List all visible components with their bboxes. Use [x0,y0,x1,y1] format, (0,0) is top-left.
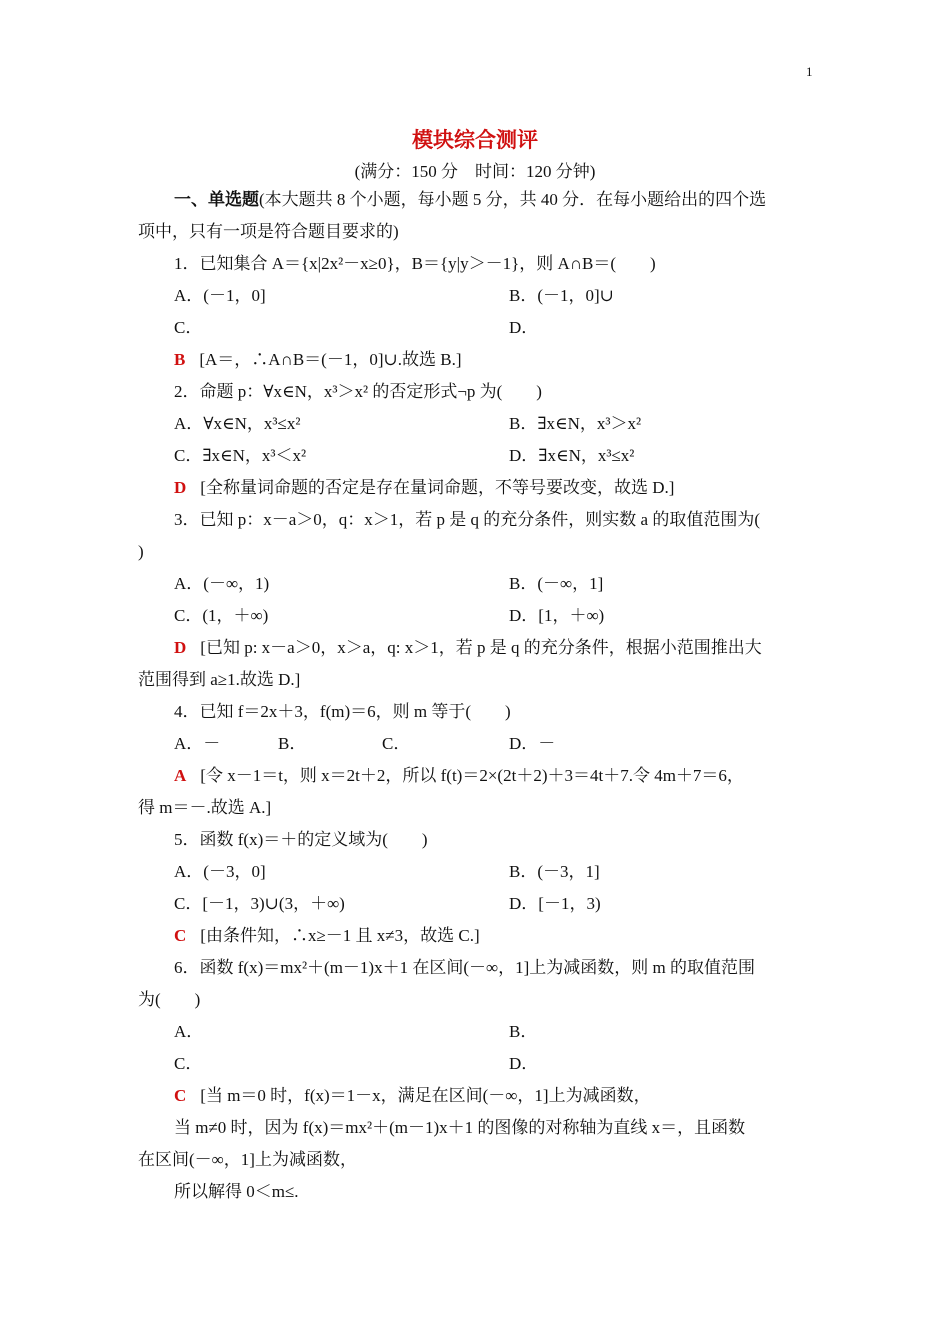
q3-answer: D [174,638,187,657]
section-desc-1: (本大题共 8 个小题，每小题 5 分，共 40 分．在每小题给出的四个选 [259,190,767,209]
q1-answer: B [174,350,186,369]
q4-explanation-1: [令 x－1＝t，则 x＝2t＋2，所以 f(t)＝2×(2t＋2)＋3＝4t＋7.令 4m＋7＝6， [200,766,744,785]
q4-stem: 4．已知 f＝2x＋3，f(m)＝6，则 m 等于( ) [174,702,511,721]
section-heading: 一、单选题 [174,190,259,209]
q5-options-row-1 [138,856,816,888]
q6-options-row-1 [138,1016,816,1048]
q2-options-row-1 [138,408,816,440]
q6-option-d: D． [509,1054,539,1073]
q2-explanation: [全称量词命题的否定是存在量词命题，不等号要改变，故选 D.] [200,478,675,497]
section-intro [138,184,816,216]
page-title: 模块综合测评 [412,128,538,152]
q6-explanation-3: 在区间(－∞，1]上为减函数， [138,1150,357,1169]
q3-option-c: C．(1，＋∞) [174,606,269,625]
q5-answer: C [174,926,187,945]
q1-solution [138,344,816,376]
q5-option-b: B．(－3，1] [509,862,600,881]
page-number: 1 [806,64,813,79]
q6-stem-2: 为( ) [138,990,201,1009]
q6-explanation-1: [当 m＝0 时，f(x)＝1－x，满足在区间(－∞，1]上为减函数， [200,1086,651,1105]
q5-option-d: D．[－1，3) [509,894,601,913]
q5-options-row-2 [138,888,816,920]
q3-options-row-2 [138,600,816,632]
q1-explanation: [A＝，∴A∩B＝(－1，0]∪.故选 B.] [199,350,462,369]
q2-option-d: D．∃x∈N，x³≤x² [509,446,635,465]
document-body [138,184,816,1208]
q1-option-d: D． [509,318,539,337]
q6-stem-1: 6．函数 f(x)＝mx²＋(m－1)x＋1 在区间(－∞，1]上为减函数，则 m 的取值范围 [174,958,756,977]
q2-option-a: A．∀x∈N，x³≤x² [174,414,301,433]
section-desc-2: 项中，只有一项是符合题目要求的) [138,222,399,241]
q5-explanation: [由条件知，∴x≥－1 且 x≠3，故选 C.] [200,926,480,945]
q5-stem: 5．函数 f(x)＝＋的定义域为( ) [174,830,428,849]
q4-solution [138,760,816,792]
q1-stem: 1．已知集合 A＝{x|2x²－x≥0}，B＝{y|y＞－1}，则 A∩B＝( ) [174,254,656,273]
q6-answer: C [174,1086,187,1105]
q6-option-c: C． [174,1054,203,1073]
q4-options-row [138,728,816,760]
q3-option-b: B．(－∞，1] [509,574,604,593]
q3-stem-1: 3．已知 p：x－a＞0，q：x＞1，若 p 是 q 的充分条件，则实数 a 的取值范围为( [174,510,761,529]
q4-answer: A [174,766,187,785]
q6-explanation-2: 当 m≠0 时，因为 f(x)＝mx²＋(m－1)x＋1 的图像的对称轴为直线 x＝，且函数 [174,1118,746,1137]
q2-solution [138,472,816,504]
q3-explanation-1: [已知 p: x－a＞0，x＞a，q: x＞1，若 p 是 q 的充分条件，根据小范围推出大 [200,638,762,657]
page-subtitle: (满分：150 分 时间：120 分钟) [354,162,596,181]
q4-option-a: A．－ [174,734,221,753]
q5-option-a: A．(－3，0] [174,862,266,881]
q1-options-row-1 [138,280,816,312]
q1-option-c: C． [174,318,203,337]
q3-option-d: D．[1，＋∞) [509,606,605,625]
q1-option-a: A．(－1，0] [174,286,266,305]
q3-option-a: A．(－∞，1) [174,574,270,593]
q4-option-b: B． [278,734,307,753]
q2-option-c: C．∃x∈N，x³＜x² [174,446,307,465]
q3-stem-2: ) [138,542,144,561]
q3-solution [138,632,816,664]
q6-solution [138,1080,816,1112]
q4-option-c: C． [382,734,411,753]
q6-explanation-4: 所以解得 0＜m≤. [174,1182,299,1201]
q3-options-row-1 [138,568,816,600]
q6-options-row-2 [138,1048,816,1080]
q5-option-c: C．[－1，3)∪(3，＋∞) [174,894,345,913]
q2-answer: D [174,478,187,497]
q3-explanation-2: 范围得到 a≥1.故选 D.] [138,670,301,689]
q5-solution [138,920,816,952]
q4-explanation-2: 得 m＝－.故选 A.] [138,798,272,817]
q2-options-row-2 [138,440,816,472]
q4-option-d: D．－ [509,734,556,753]
q2-stem: 2．命题 p：∀x∈N，x³＞x² 的否定形式¬p 为( ) [174,382,542,401]
q1-options-row-2 [138,312,816,344]
q6-option-a: A． [174,1022,204,1041]
q2-option-b: B．∃x∈N，x³＞x² [509,414,642,433]
q1-option-b: B．(－1，0]∪ [509,286,614,305]
q6-option-b: B． [509,1022,538,1041]
